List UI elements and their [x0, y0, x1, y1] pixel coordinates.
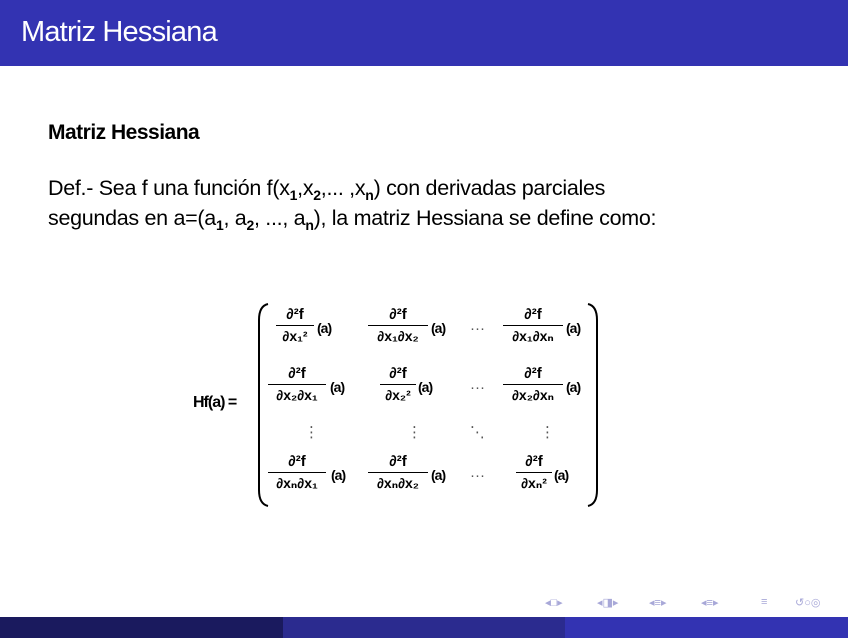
footer-bar-left: [0, 617, 283, 638]
nav-prev-section-icon[interactable]: ◂≡▸: [649, 597, 667, 609]
definition-line-1: Def.- Sea f una función $f(x_1,x_2$,... $,x_n$) con derivadas parciales: [48, 176, 606, 203]
right-bracket: [586, 302, 600, 508]
entry-r2cn-arg: (a): [566, 379, 581, 395]
entry-rnc2-arg: (a): [431, 467, 446, 483]
nav-toc-icon[interactable]: ≡: [761, 596, 768, 608]
ddots: ⋱: [470, 424, 485, 441]
block-title: Matriz Hessiana: [48, 121, 200, 144]
hdots-r1: ···: [470, 320, 485, 337]
entry-r1c2: ∂²f ∂x₁∂x₂: [368, 306, 428, 345]
entry-r2cn: ∂²f ∂x₂∂xₙ: [503, 365, 563, 404]
footer-bar-middle: [283, 617, 565, 638]
hdots-rn: ···: [470, 467, 485, 484]
entry-r1c1-arg: (a): [317, 320, 332, 336]
entry-r2c2: ∂²f ∂x₂²: [380, 365, 416, 404]
entry-rncn: ∂²f ∂xₙ²: [516, 453, 552, 492]
entry-rnc2: ∂²f ∂xₙ∂x₂: [368, 453, 428, 492]
slide-title: Matriz Hessiana: [21, 16, 217, 48]
entry-r1c2-arg: (a): [431, 320, 446, 336]
entry-rncn-arg: (a): [554, 467, 569, 483]
entry-r2c1: ∂²f ∂x₂∂x₁: [268, 365, 326, 404]
nav-next-section-icon[interactable]: ◂≡▸: [701, 597, 719, 609]
entry-r2c2-arg: (a): [418, 379, 433, 395]
entry-r1c1: ∂²f ∂x₁²: [276, 306, 314, 345]
navigation-symbols: [545, 596, 841, 610]
entry-r1cn-arg: (a): [566, 320, 581, 336]
formula-lhs: Hf(a) =: [193, 394, 237, 411]
vdots-cn: ⋮: [540, 424, 555, 441]
entry-r1cn: ∂²f ∂x₁∂xₙ: [503, 306, 563, 345]
entry-r2c1-arg: (a): [330, 379, 345, 395]
entry-rnc1: ∂²f ∂xₙ∂x₁: [268, 453, 326, 492]
nav-prev-frame-icon[interactable]: ◂◨▸: [597, 597, 619, 609]
search-icon[interactable]: ↺○◎: [795, 597, 821, 609]
entry-rnc1-arg: (a): [331, 467, 346, 483]
definition-line-2: segundas en $a=(a_1$, $a_2$, ..., $a_n$), la matriz Hessiana se define como:: [48, 206, 657, 233]
nav-first-icon[interactable]: ◂□▸: [545, 597, 563, 609]
hdots-r2: ···: [470, 379, 485, 396]
vdots-c1: ⋮: [304, 424, 319, 441]
vdots-c2: ⋮: [407, 424, 422, 441]
footer-bar-right: [565, 617, 848, 638]
